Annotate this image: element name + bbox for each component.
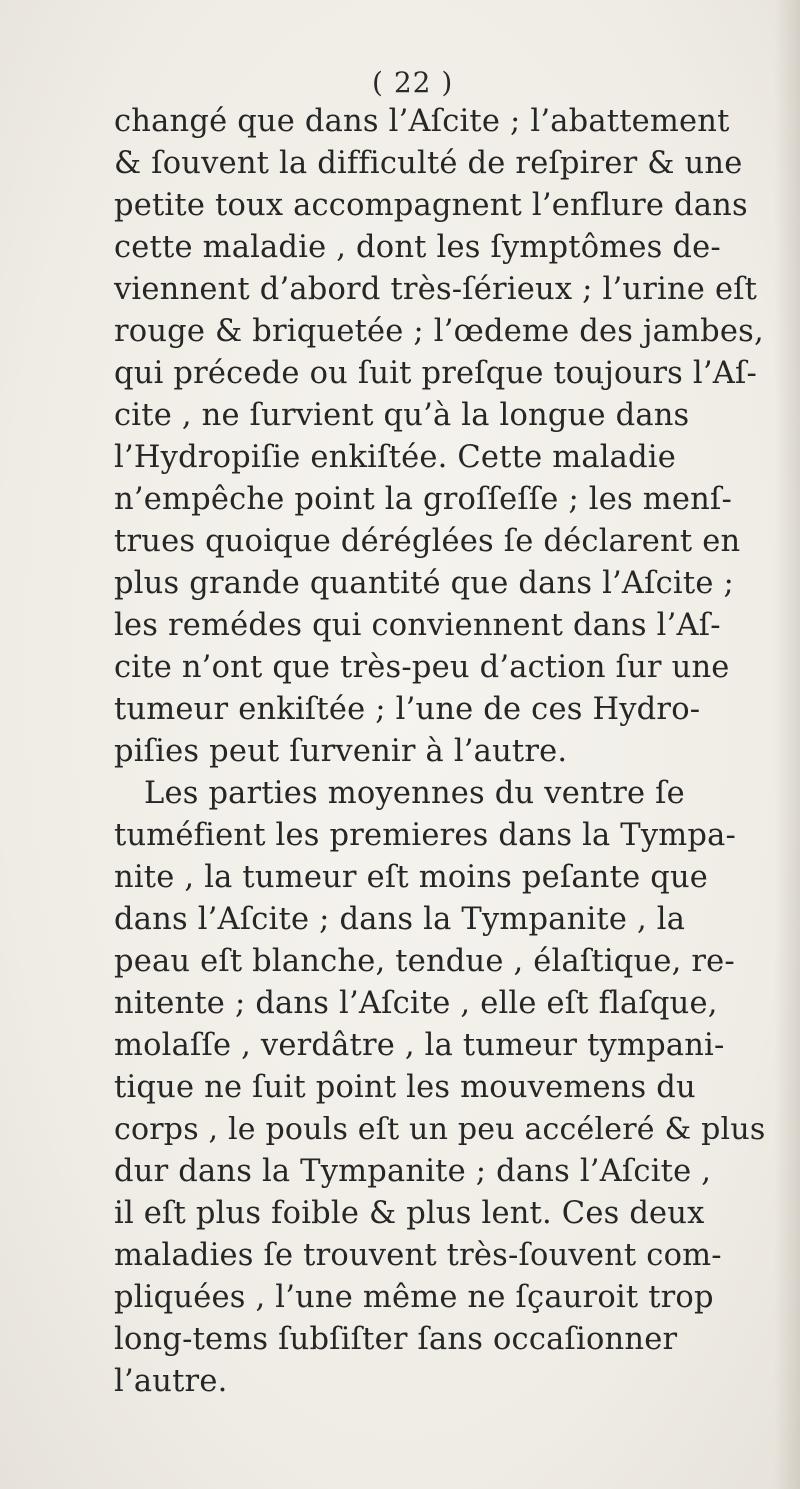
text-line: tuméfient les premieres dans la Tympa- [114,818,737,853]
text-line: l’Hydropiſie enkiſtée. Cette maladie [114,440,676,475]
text-line: les remédes qui conviennent dans l’Aſ- [114,608,721,643]
text-line: maladies ſe trouvent très-ſouvent com- [114,1238,722,1273]
text-line: tique ne ſuit point les mouvemens du [114,1070,696,1105]
text-line: qui précede ou ſuit preſque toujours l’Aſ- [114,356,757,391]
text-line: & ſouvent la difficulté de reſpirer & une [114,146,743,181]
text-line: nitente ; dans l’Aſcite , elle eſt flaſque, [114,986,718,1021]
page-edge-shadow [774,0,800,1489]
text-line: Les parties moyennes du ventre ſe [144,776,685,811]
text-line: plus grande quantité que dans l’Aſcite ; [114,566,734,601]
text-line: nite , la tumeur eſt moins peſante que [114,860,709,895]
text-line: long-tems ſubſiſter ſans occaſionner [114,1322,678,1357]
text-line: petite toux accompagnent l’enflure dans [114,188,748,223]
text-line: cite , ne ſurvient qu’à la longue dans [114,398,690,433]
text-line: trues quoique déréglées ſe déclarent en [114,524,741,559]
text-line: pliquées , l’une même ne ſçauroit trop [114,1280,714,1315]
text-line: rouge & briquetée ; l’œdeme des jambes, [114,314,764,349]
text-line: l’autre. [114,1364,228,1399]
text-line: changé que dans l’Aſcite ; l’abattement [114,104,730,139]
text-line: corps , le pouls eſt un peu accéleré & plus [114,1112,766,1147]
text-line: n’empêche point la groſſeſſe ; les menſ- [114,482,732,517]
text-line: tumeur enkiſtée ; l’une de ces Hydro- [114,692,701,727]
text-line: molaſſe , verdâtre , la tumeur tympani- [114,1028,725,1063]
text-line: dur dans la Tympanite ; dans l’Aſcite , [114,1154,712,1189]
page-number: ( 22 ) [372,66,454,99]
text-line: viennent d’abord très-ſérieux ; l’urine eſt [114,272,758,307]
text-line: il eſt plus foible & plus lent. Ces deux [114,1196,705,1231]
text-line: cite n’ont que très-peu d’action ſur une [114,650,730,685]
text-line: piſies peut ſurvenir à l’autre. [114,734,568,769]
text-line: cette maladie , dont les ſymptômes de- [114,230,721,265]
text-line: peau eſt blanche, tendue , élaſtique, re- [114,944,735,979]
text-line: dans l’Aſcite ; dans la Tympanite , la [114,902,686,937]
